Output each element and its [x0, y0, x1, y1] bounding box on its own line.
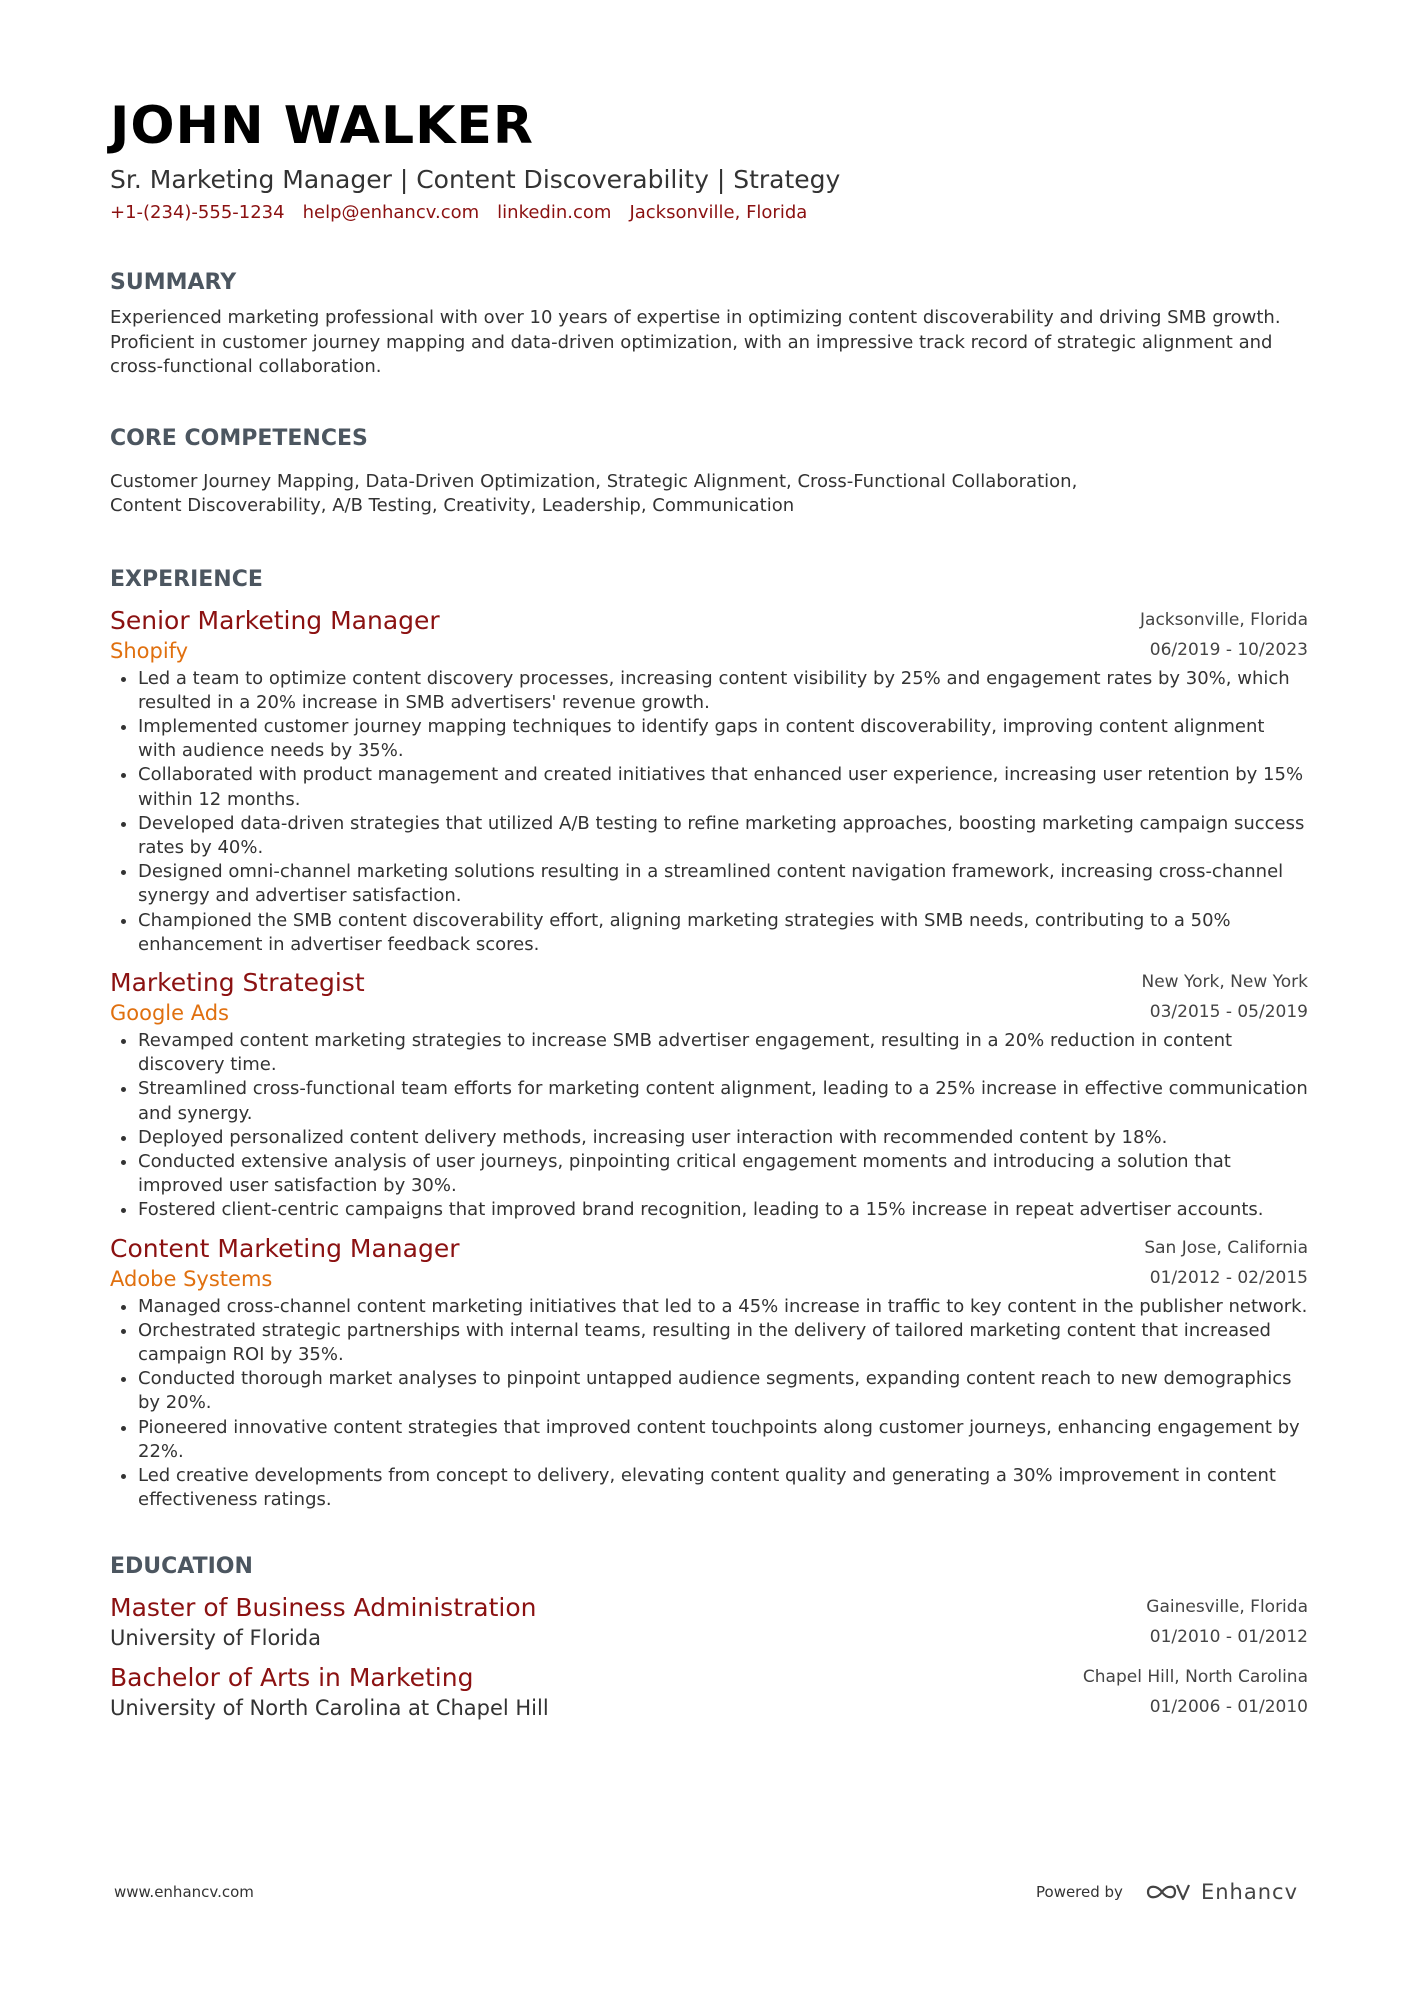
- job-dates: 01/2012 - 02/2015: [1149, 1267, 1308, 1288]
- competences-list: [110, 470, 1308, 519]
- job-role: Senior Marketing Manager: [110, 605, 440, 635]
- job-bullet: • Managed cross-channel content marketing initiatives that led to a 45% increase in traffic to key content in the publisher network.: [138, 1295, 1308, 1319]
- education-entry: [110, 1662, 1308, 1722]
- education-location: Chapel Hill, North Carolina: [1082, 1667, 1308, 1688]
- job-entry: [110, 1233, 1308, 1513]
- competences-section: [110, 424, 1308, 519]
- experience-heading: EXPERIENCE: [110, 566, 263, 592]
- job-bullet: • Deployed personalized content delivery methods, increasing user interaction with recommended content by 18%.: [138, 1126, 1308, 1150]
- job-bullet: • Conducted thorough market analyses to pinpoint untapped audience segments, expanding content reach to new demographics by 20%.: [138, 1367, 1308, 1415]
- summary-text: Experienced marketing professional with over 10 years of expertise in optimizing content discoverability and driving SMB growth. Proficient in customer journey mapping and data-driven optimization, with an impressive track record of strategic alignment and cross-functional collaboration.: [110, 307, 1281, 377]
- job-bullet: • Conducted extensive analysis of user journeys, pinpointing critical engagement moments and introducing a solution that improved user satisfaction by 30%.: [138, 1150, 1308, 1198]
- job-company: Shopify: [110, 638, 189, 663]
- contact-email[interactable]: help@enhancv.com: [302, 202, 480, 223]
- job-bullet: • Revamped content marketing strategies to increase SMB advertiser engagement, resulting in a 20% reduction in content discovery time.: [138, 1029, 1308, 1077]
- education-location: Gainesville, Florida: [1146, 1597, 1308, 1618]
- enhancv-logo-icon: [1145, 1880, 1191, 1904]
- education-school: University of North Carolina at Chapel Hill: [110, 1696, 549, 1721]
- competences-line-1: Customer Journey Mapping, Data-Driven Optimization, Strategic Alignment, Cross-Functional Collaboration,: [110, 470, 1078, 492]
- education-school: University of Florida: [110, 1626, 321, 1651]
- enhancv-logo-text: Enhancv: [1200, 1880, 1298, 1904]
- job-dates: 03/2015 - 05/2019: [1149, 1001, 1308, 1022]
- job-bullet: • Developed data-driven strategies that utilized A/B testing to refine marketing approaches, boosting marketing campaign success rates by 40%.: [138, 812, 1308, 860]
- job-entry: [110, 967, 1308, 1223]
- education-heading: EDUCATION: [110, 1554, 253, 1580]
- contact-phone[interactable]: +1-(234)-555-1234: [110, 202, 285, 223]
- contact-line: [110, 200, 1308, 226]
- powered-by-label: Powered by: [1036, 1883, 1123, 1901]
- job-company: Google Ads: [110, 1000, 229, 1025]
- contact-linkedin[interactable]: linkedin.com: [497, 202, 612, 223]
- job-dates: 06/2019 - 10/2023: [1149, 639, 1308, 660]
- job-bullet: • Implemented customer journey mapping techniques to identify gaps in content discoverability, improving content alignment with audience needs by 35%.: [138, 715, 1308, 763]
- competences-line-2: Content Discoverability, A/B Testing, Creativity, Leadership, Communication: [110, 495, 795, 516]
- education-dates: 01/2010 - 01/2012: [1149, 1627, 1308, 1648]
- powered-by: [1036, 1880, 1298, 1904]
- job-bullet: • Streamlined cross-functional team efforts for marketing content alignment, leading to a 25% increase in effective communication and synergy.: [138, 1077, 1308, 1125]
- job-bullet: • Collaborated with product management and created initiatives that enhanced user experience, increasing user retention by 15% within 12 months.: [138, 763, 1308, 811]
- job-role: Marketing Strategist: [110, 967, 365, 997]
- job-bullets: [110, 1029, 1308, 1223]
- footer-website-link[interactable]: www.enhancv.com: [114, 1883, 254, 1901]
- experience-section: [110, 565, 1308, 1513]
- job-location: San Jose, California: [1144, 1237, 1308, 1258]
- job-bullets: [110, 667, 1308, 957]
- candidate-name: JOHN WALKER: [110, 96, 534, 156]
- job-bullet: • Championed the SMB content discoverability effort, aligning marketing strategies with SMB needs, contributing to a 50% enhancement in advertiser feedback scores.: [138, 909, 1308, 957]
- education-degree: Bachelor of Arts in Marketing: [110, 1663, 474, 1693]
- resume-page: [110, 96, 1308, 1722]
- summary-heading: SUMMARY: [110, 270, 237, 295]
- education-dates: 01/2006 - 01/2010: [1149, 1697, 1308, 1718]
- page-footer: [114, 1880, 1298, 1904]
- job-location: Jacksonville, Florida: [1140, 609, 1308, 630]
- job-bullet: • Led a team to optimize content discovery processes, increasing content visibility by 25% and engagement rates by 30%, which resulted in a 20% increase in SMB advertisers' revenue growth.: [138, 667, 1308, 715]
- job-company: Adobe Systems: [110, 1266, 273, 1291]
- job-entry: [110, 605, 1308, 957]
- job-location: New York, New York: [1141, 971, 1308, 992]
- job-bullet: • Fostered client-centric campaigns that improved brand recognition, leading to a 15% increase in repeat advertiser accounts.: [138, 1198, 1308, 1222]
- job-bullet: • Designed omni-channel marketing solutions resulting in a streamlined content navigation framework, increasing cross-channel synergy and advertiser satisfaction.: [138, 860, 1308, 908]
- education-entry: [110, 1592, 1308, 1652]
- summary-section: [110, 268, 1308, 380]
- candidate-title: Sr. Marketing Manager | Content Discoverability | Strategy: [110, 165, 841, 194]
- job-bullet: • Orchestrated strategic partnerships with internal teams, resulting in the delivery of tailored marketing content that increased campaign ROI by 35%.: [138, 1319, 1308, 1367]
- contact-location: Jacksonville, Florida: [629, 202, 808, 223]
- job-bullets: [110, 1295, 1308, 1513]
- enhancv-logo[interactable]: [1145, 1880, 1298, 1904]
- education-section: [110, 1552, 1308, 1722]
- education-degree: Master of Business Administration: [110, 1593, 537, 1623]
- job-role: Content Marketing Manager: [110, 1233, 460, 1263]
- competences-heading: CORE COMPETENCES: [110, 425, 368, 451]
- job-bullet: • Pioneered innovative content strategies that improved content touchpoints along customer journeys, enhancing engagement by 22%.: [138, 1416, 1308, 1464]
- job-bullet: • Led creative developments from concept to delivery, elevating content quality and generating a 30% improvement in content effectiveness ratings.: [138, 1464, 1308, 1512]
